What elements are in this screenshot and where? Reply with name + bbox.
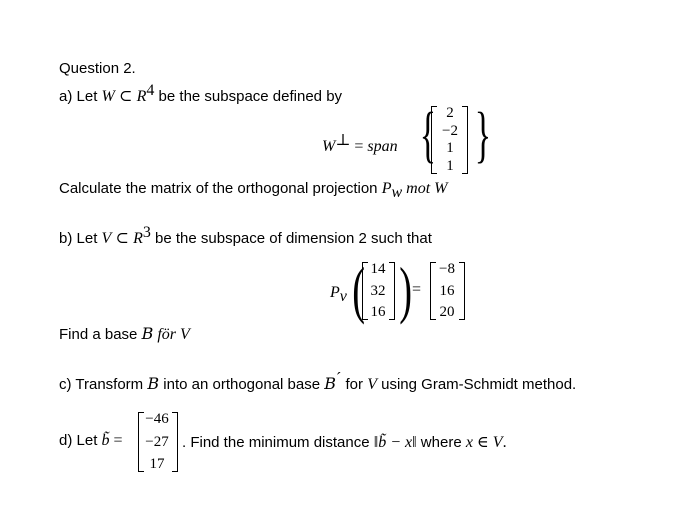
- b-vector: −46 −27 17: [145, 411, 169, 472]
- brace-left: {: [419, 101, 437, 169]
- question-title: Question 2.: [59, 60, 136, 77]
- brace-right: }: [474, 101, 492, 169]
- paren-right: ): [399, 254, 413, 325]
- input-vector: 14 32 16: [370, 261, 386, 320]
- span-vector: 2 −2 1 1: [442, 105, 458, 174]
- output-vector: −8 16 20: [439, 261, 455, 320]
- paren-left: (: [352, 254, 366, 325]
- equals-sign: =: [412, 281, 422, 298]
- bracket-right: [459, 262, 465, 320]
- part-d-question: . Find the minimum distance ‖b̃ − x‖ where x ∈ V.: [182, 434, 507, 451]
- part-b-question: Find a base B för V: [59, 324, 190, 343]
- bracket-right: [462, 106, 468, 174]
- part-a-statement: a) Let W ⊂ $R^4$ be the subspace defined by: [59, 82, 343, 105]
- bracket-right: [172, 412, 178, 472]
- part-a-question: Calculate the matrix of the orthogonal projection $P_w$ mot W: [59, 180, 448, 201]
- w-perp-equation: W⊥ = span: [322, 132, 398, 155]
- bracket-right: [389, 262, 395, 320]
- part-b-statement: b) Let V ⊂ $R^3$ be the subspace of dimension 2 such that: [59, 224, 432, 247]
- part-c-question: c) Transform B into an orthogonal base B´ for V using Gram-Schmidt method.: [59, 370, 577, 393]
- part-d-prefix: d) Let b̃ =: [59, 432, 123, 449]
- projection-operator: $P_v$: [330, 284, 347, 305]
